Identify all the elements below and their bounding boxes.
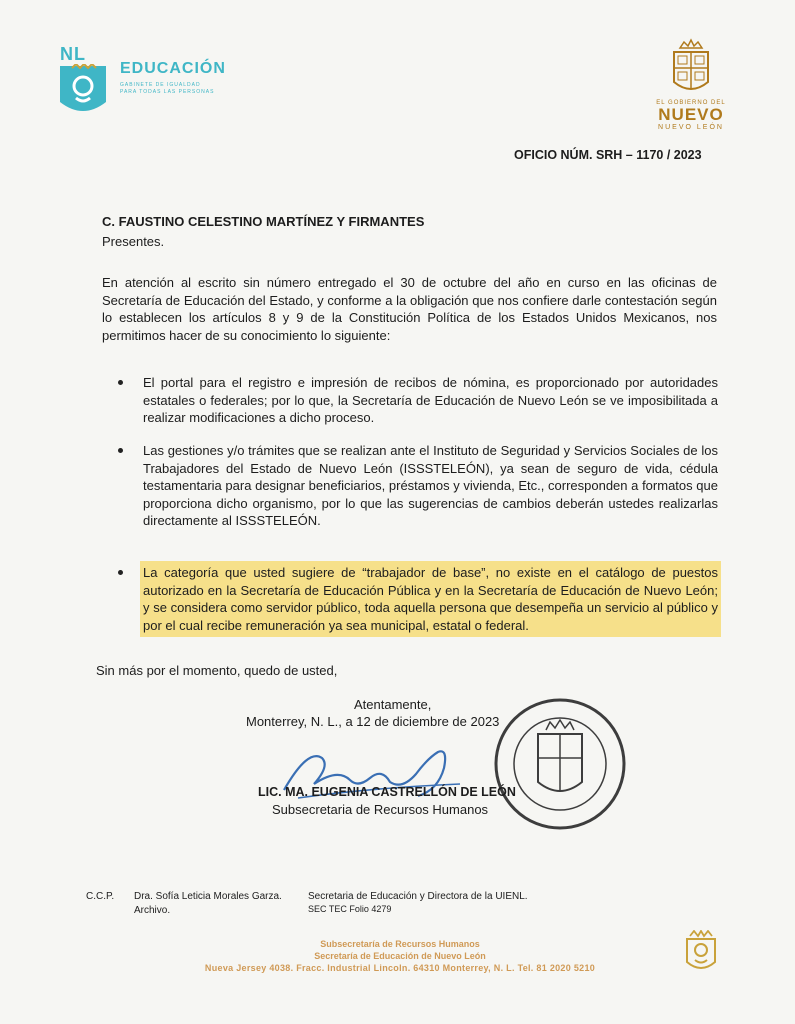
gov-logo-line2: NUEVO <box>658 105 724 124</box>
ccp-archive: Archivo. <box>134 905 171 916</box>
education-tagline-2: PARA TODAS LAS PERSONAS <box>120 89 215 95</box>
education-logo <box>56 44 226 124</box>
bullet-icon <box>118 380 123 385</box>
coat-of-arms-icon <box>666 38 716 98</box>
bullet-text: El portal para el registro e impresión de recibos de nómina, es proporcionado por autoridades estatales o federales; por lo que, la Secretaría de Educación de Nuevo León se ve imposibilitada a realizar modificaciones a dicho proceso. <box>143 375 718 425</box>
official-seal <box>490 694 630 834</box>
closing-line: Sin más por el momento, quedo de usted, <box>96 663 338 678</box>
shield-icon <box>58 64 108 120</box>
footer-line2: Secretaría de Educación de Nuevo León <box>314 951 486 961</box>
gov-logo-line1: EL GOBIERNO DEL <box>656 100 726 106</box>
footer <box>170 938 630 974</box>
bullet-text: Las gestiones y/o trámites que se realizan ante el Instituto de Seguridad y Servicios Sociales de los Trabajadores del Estado de Nuevo León (ISSSTELEÓN), ya sean de seguro de vida, cédula testamentaria para designar beneficiarios, préstamos y vivienda, Etc., corresponden a formatos que proporciona dicho organismo, por lo que las sugerencias de cambios deberán ustedes realizarlas directamente al ISSSTELEÓN. <box>143 443 718 528</box>
regards: Atentamente, <box>354 697 432 712</box>
education-tagline-1: GABINETE DE IGUALDAD <box>120 82 201 88</box>
nl-abbr: NL <box>60 44 86 64</box>
bullet-icon <box>118 570 123 575</box>
signer-title: Subsecretaria de Recursos Humanos <box>272 802 489 817</box>
emblem-icon <box>684 930 718 974</box>
ccp-role: Secretaria de Educación y Directora de la UIENL. <box>308 891 528 902</box>
recipient-name: C. FAUSTINO CELESTINO MARTÍNEZ Y FIRMANTES <box>102 214 425 229</box>
footer-address: Nueva Jersey 4038. Fracc. Industrial Lincoln. 64310 Monterrey, N. L. Tel. 81 2020 5210 <box>204 963 596 973</box>
bullet-text-highlighted: La categoría que usted sugiere de “trabajador de base”, no existe en el catálogo de puestos autorizado en la Secretaría de Educación Pública y en la Secretaría de Educación de Nuevo León; y se considera como servidor público, toda aquella persona que desempeña un servicio al público y por el cual recibe remuneración ya sea municipal, estatal o federal. <box>143 565 718 633</box>
government-logo <box>636 38 746 138</box>
ccp-label: C.C.P. <box>86 891 115 902</box>
education-title: EDUCACIÓN <box>120 60 226 77</box>
ccp-name: Dra. Sofía Leticia Morales Garza. <box>134 891 282 902</box>
intro-paragraph: En atención al escrito sin número entregado el 30 de octubre del año en curso en las oficinas de Secretaría de Educación del Estado, y conforme a la obligación que nos confiere darle contestación según lo establecen los artículos 8 y 9 de la Constitución Política de los Estados Unidos Mexicanos, nos permitimos hacer de su conocimiento lo siguiente: <box>102 275 717 343</box>
oficio-number: OFICIO NÚM. SRH – 1170 / 2023 <box>514 148 702 162</box>
bullet-icon <box>118 448 123 453</box>
signer-name: LIC. MA. EUGENIA CASTRELLÓN DE LEÓN <box>258 785 516 799</box>
footer-line1: Subsecretaría de Recursos Humanos <box>320 939 480 949</box>
ccp-folio: SEC TEC Folio 4279 <box>308 904 392 914</box>
gov-logo-line3: NUEVO LEÓN <box>658 124 724 131</box>
place-date: Monterrey, N. L., a 12 de diciembre de 2023 <box>246 714 500 729</box>
greeting: Presentes. <box>102 234 165 249</box>
